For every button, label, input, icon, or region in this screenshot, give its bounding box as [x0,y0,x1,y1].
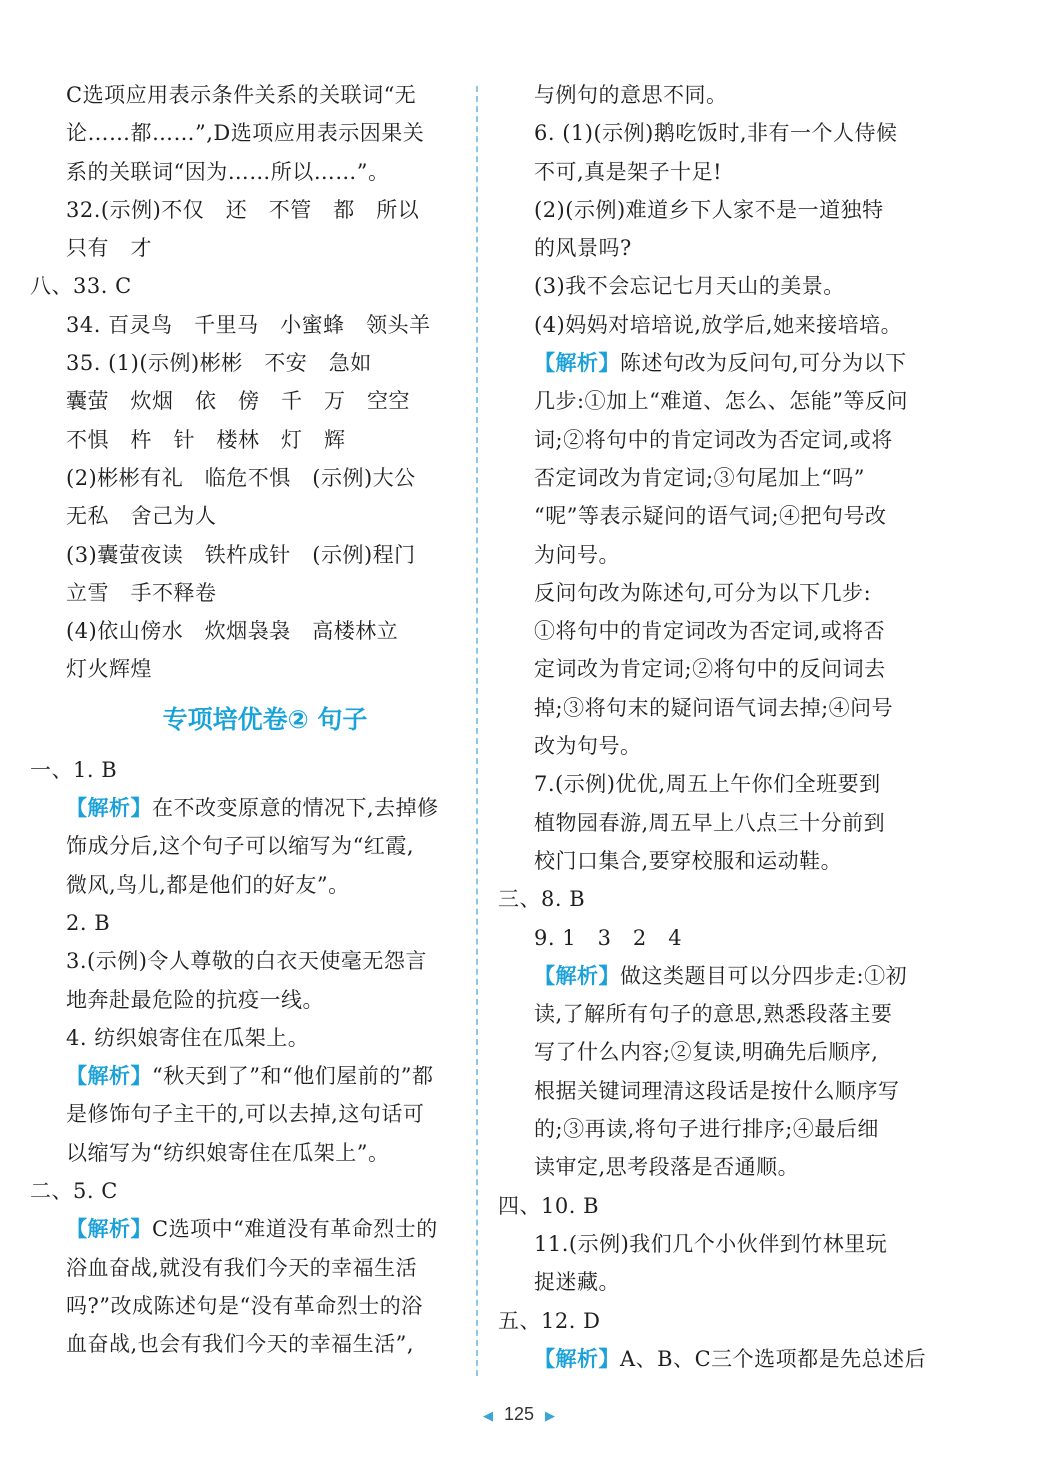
line-text: 四、10. B [498,1193,600,1218]
text-line [498,382,928,420]
line-text: 五、12. D [498,1308,601,1333]
page-number: 125 [503,1404,535,1424]
text-line [498,804,928,842]
text-line [498,842,928,880]
line-text: 4. 纺织娘寄住在瓜架上。 [66,1025,310,1050]
line-text: 反问句改为陈述句,可分为以下几步: [534,580,872,605]
text-line [30,1057,460,1095]
line-text: 微风,鸟儿,都是他们的好友”。 [66,872,350,897]
line-text: (4)依山傍水 炊烟袅袅 高楼林立 [66,619,399,644]
text-line [498,574,928,612]
line-text: 改为句号。 [534,734,642,759]
line-text: 2. B [66,910,111,935]
page-footer [0,1404,1038,1425]
right-lines [498,76,928,1378]
text-line [30,751,460,789]
text-line [30,1287,460,1325]
line-text: 词;②将句中的肯定词改为否定词,或将 [534,427,893,452]
line-text: 11.(示例)我们几个小伙伴到竹林里玩 [534,1231,888,1256]
text-line [30,536,460,574]
text-line [498,1263,928,1301]
text-line [30,1325,460,1363]
text-line [498,1187,928,1225]
left-column [30,76,460,1364]
line-text: 32.(示例)不仅 还 不管 都 所以 [66,197,420,222]
text-line [498,459,928,497]
text-line [498,1072,928,1110]
line-text: 在不改变原意的情况下,去掉修 [152,796,439,821]
line-text: 3.(示例)令人尊敬的白衣天使毫无怨言 [66,949,427,974]
line-text: 论……都……”,D选项应用表示因果关 [66,121,425,146]
text-line [30,574,460,612]
text-line [498,497,928,535]
line-text: 陈述句改为反问句,可分为以下 [620,351,907,376]
line-text: 吗?”改成陈述句是“没有革命烈士的浴 [66,1293,423,1318]
text-line [498,421,928,459]
line-text: A、B、C三个选项都是先总述后 [620,1346,927,1371]
text-line [30,1210,460,1248]
line-text: 34. 百灵鸟 千里马 小蜜蜂 领头羊 [66,312,431,337]
line-text: 无私 舍己为人 [66,504,217,529]
text-line [30,114,460,152]
line-text: 为问号。 [534,542,620,567]
text-line [30,904,460,942]
text-line [30,942,460,980]
line-text: 饰成分后,这个句子可以缩写为“红霞, [66,834,415,859]
line-text: 是修饰句子主干的,可以去掉,这句话可 [66,1102,425,1127]
line-text: (2)(示例)难道乡下人家不是一道独特 [534,197,884,222]
line-text: 植物园春游,周五早上八点三十分前到 [534,810,886,835]
text-line [30,1249,460,1287]
line-text: 浴血奋战,就没有我们今天的幸福生活 [66,1255,418,1280]
line-text: (3)囊萤夜读 铁杵成针 (示例)程门 [66,542,416,567]
line-text: 地奔赴最危险的抗疫一线。 [66,987,324,1012]
text-line [30,306,460,344]
line-text: 读审定,思考段落是否通顺。 [534,1155,800,1180]
line-text: 囊萤 炊烟 依 傍 千 万 空空 [66,389,410,414]
text-line [30,612,460,650]
line-text: 根据关键词理清这段话是按什么顺序写 [534,1078,900,1103]
analysis-tag: 【解析】 [66,1217,152,1242]
text-line [498,536,928,574]
line-text: 做这类题目可以分四步走:①初 [620,963,908,988]
analysis-tag: 【解析】 [66,1064,152,1089]
text-line [498,650,928,688]
line-text: (2)彬彬有礼 临危不惧 (示例)大公 [66,465,416,490]
line-text: 6. (1)(示例)鹅吃饭时,非有一个人侍候 [534,121,898,146]
line-text: 不可,真是架子十足! [534,159,723,184]
line-text: ①将句中的肯定词改为否定词,或将否 [534,619,886,644]
text-line [498,727,928,765]
text-line [30,382,460,420]
line-text: 7.(示例)优优,周五上午你们全班要到 [534,772,881,797]
text-line [498,1302,928,1340]
line-text: 与例句的意思不同。 [534,83,728,107]
text-line [30,827,460,865]
text-line [30,1019,460,1057]
line-text: 系的关联词“因为……所以……”。 [66,159,390,184]
analysis-tag: 【解析】 [534,1346,620,1371]
line-text: “秋天到了”和“他们屋前的”都 [152,1064,434,1089]
text-line [498,1033,928,1071]
line-text: 捉迷藏。 [534,1270,620,1295]
line-text: 不惧 杵 针 楼林 灯 辉 [66,427,346,452]
line-text: 八、33. C [30,274,132,299]
triangle-right-icon: ▶ [545,1408,556,1423]
line-text: 否定词改为肯定词;③句尾加上“吗” [534,465,866,490]
text-line [30,421,460,459]
text-line [498,1148,928,1186]
text-line [30,153,460,191]
line-text: 9. 1 3 2 4 [534,925,683,950]
line-text: C选项中“难道没有革命烈士的 [152,1217,438,1242]
text-line [498,344,928,382]
line-text: C选项应用表示条件关系的关联词“无 [66,83,417,107]
line-text: (3)我不会忘记七月天山的美景。 [534,274,845,299]
line-text: 读,了解所有句子的意思,熟悉段落主要 [534,1002,893,1027]
line-text: 定词改为肯定词;②将句中的反问词去 [534,657,886,682]
text-line [498,267,928,305]
text-line [498,957,928,995]
line-text: (4)妈妈对培培说,放学后,她来接培培。 [534,312,903,337]
text-line [498,919,928,957]
left-bottom-lines [30,751,460,1364]
text-line [498,153,928,191]
line-text: 的风景吗? [534,236,632,261]
left-top-lines [30,76,460,689]
text-line [498,995,928,1033]
line-text: 立雪 手不释卷 [66,580,217,605]
text-line [30,344,460,382]
line-text: 写了什么内容;②复读,明确先后顺序, [534,1040,879,1065]
text-line [30,229,460,267]
text-line [498,76,928,114]
line-text: 以缩写为“纺织娘寄住在瓜架上”。 [66,1140,390,1165]
text-line [498,306,928,344]
line-text: 校门口集合,要穿校服和运动鞋。 [534,848,843,873]
text-line [498,880,928,918]
line-text: 几步:①加上“难道、怎么、怎能”等反问 [534,389,909,414]
text-line [498,229,928,267]
line-text: 掉;③将句末的疑问语气词去掉;④问号 [534,695,894,720]
text-line [498,612,928,650]
text-line [498,1225,928,1263]
triangle-left-icon: ◀ [482,1408,493,1423]
text-line [30,866,460,904]
text-line [30,497,460,535]
text-line [498,765,928,803]
text-line [30,789,460,827]
text-line [30,191,460,229]
text-line [498,1110,928,1148]
line-text: “呢”等表示疑问的语气词;④把句号改 [534,504,887,529]
text-line [30,459,460,497]
text-line [498,1340,928,1378]
text-line [30,1172,460,1210]
line-text: 只有 才 [66,236,152,261]
column-divider [476,86,478,1376]
text-line [30,267,460,305]
text-line [498,114,928,152]
text-line [30,981,460,1019]
analysis-tag: 【解析】 [534,963,620,988]
text-line [498,689,928,727]
right-column [498,76,928,1378]
line-text: 一、1. B [30,757,118,782]
analysis-tag: 【解析】 [66,796,152,821]
line-text: 灯火辉煌 [66,657,152,682]
line-text: 二、5. C [30,1179,118,1204]
text-line [30,1095,460,1133]
line-text: 35. (1)(示例)彬彬 不安 急如 [66,351,372,376]
text-line [30,1134,460,1172]
text-line [30,650,460,688]
line-text: 的;③再读,将句子进行排序;④最后细 [534,1117,879,1142]
line-text: 三、8. B [498,887,586,912]
text-line [498,191,928,229]
line-text: 血奋战,也会有我们今天的幸福生活”, [66,1332,415,1357]
text-line [30,76,460,114]
analysis-tag: 【解析】 [534,351,620,376]
section-title: 专项培优卷② 句子 [162,704,368,734]
